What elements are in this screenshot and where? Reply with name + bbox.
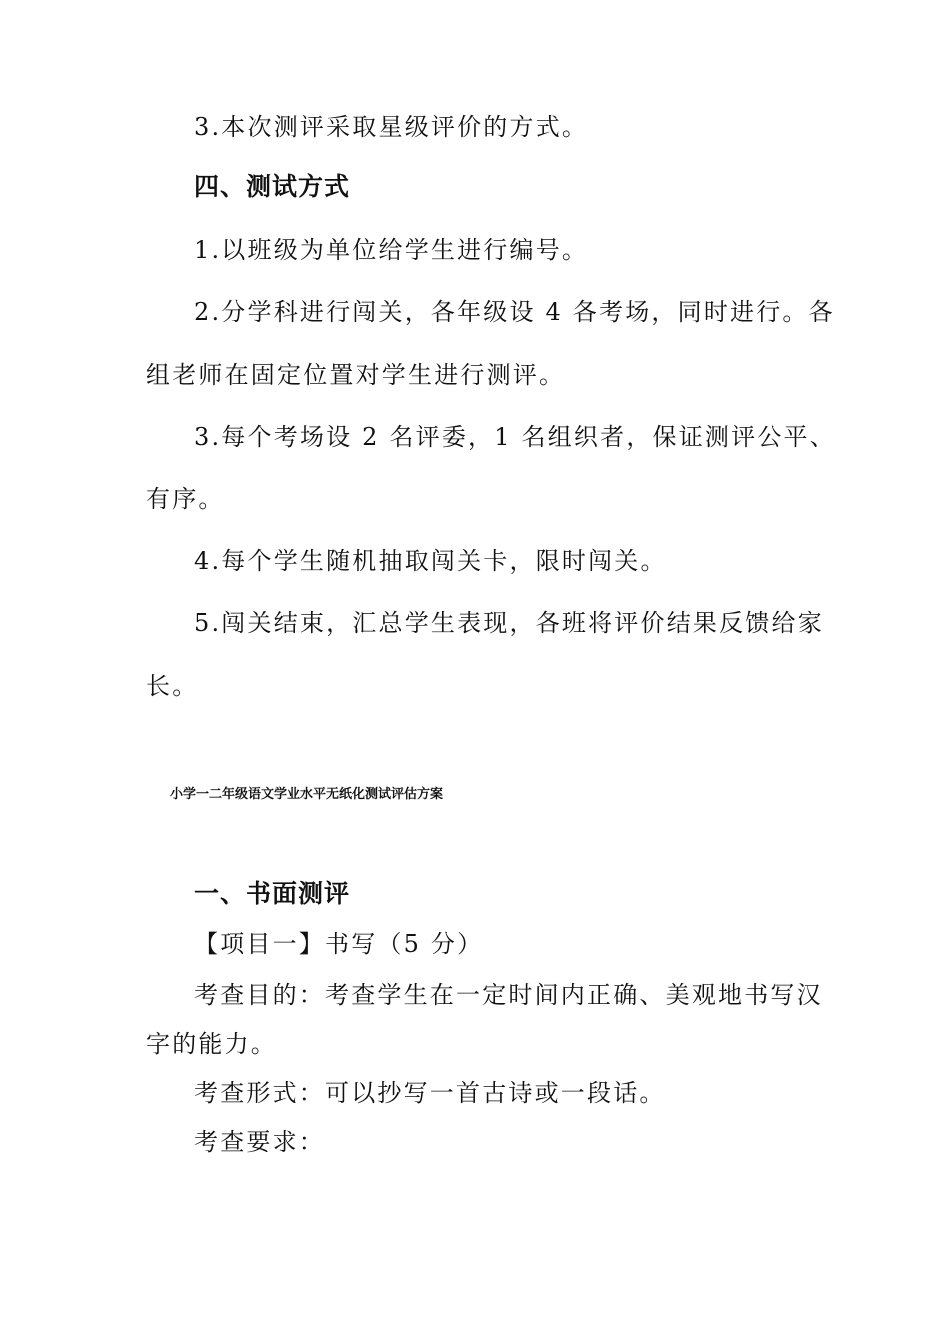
paragraph-judges-line2: 有序。 xyxy=(146,485,225,513)
purpose-line2: 字的能力。 xyxy=(146,1030,277,1058)
project-title: 【项目一】书写（5 分） xyxy=(194,930,484,958)
paragraph-subject-rooms-line1: 2.分学科进行闯关，各年级设 4 各考场，同时进行。各 xyxy=(194,298,835,326)
paragraph-summary-line2: 长。 xyxy=(146,672,199,700)
section-heading-test-method: 四、测试方式 xyxy=(194,172,351,201)
paragraph-numbering: 1.以班级为单位给学生进行编号。 xyxy=(194,236,589,264)
paragraph-subject-rooms-line2: 组老师在固定位置对学生进行测评。 xyxy=(146,361,566,389)
section-heading-written-test: 一、书面测评 xyxy=(194,879,351,908)
paragraph-random-card: 4.每个学生随机抽取闯关卡，限时闯关。 xyxy=(194,547,667,575)
paragraph-rating-method: 3.本次测评采取星级评价的方式。 xyxy=(194,113,589,141)
requirements-label: 考查要求： xyxy=(194,1128,325,1156)
paragraph-judges-line1: 3.每个考场设 2 名评委，1 名组织者，保证测评公平、 xyxy=(194,423,836,451)
paragraph-summary-line1: 5.闯关结束，汇总学生表现，各班将评价结果反馈给家 xyxy=(194,609,824,637)
form-description: 考查形式：可以抄写一首古诗或一段话。 xyxy=(194,1079,666,1107)
purpose-line1: 考查目的：考查学生在一定时间内正确、美观地书写汉 xyxy=(194,981,823,1009)
document-title: 小学一二年级语文学业水平无纸化测试评估方案 xyxy=(170,787,444,802)
